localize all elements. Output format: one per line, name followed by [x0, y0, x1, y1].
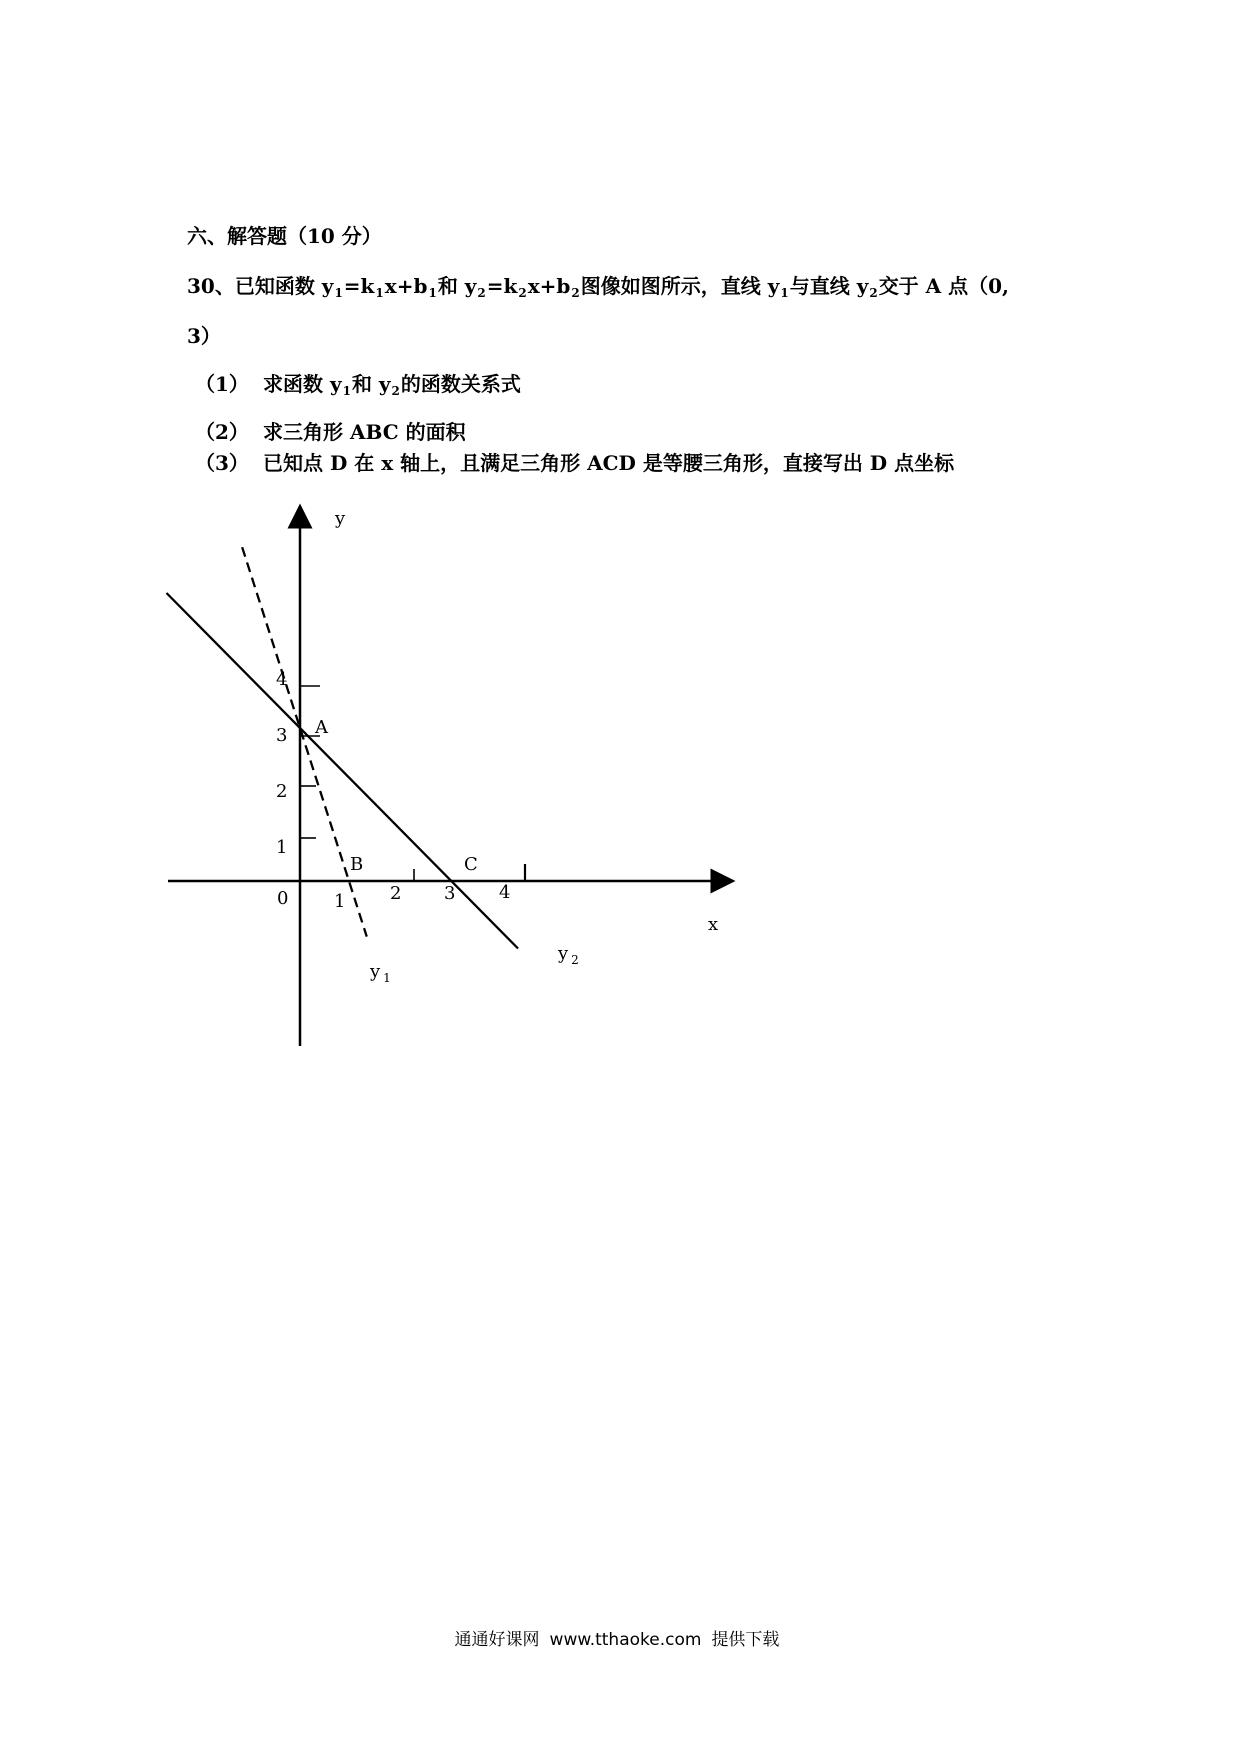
point-label-a: A [315, 717, 328, 738]
y-tick-label-2: 2 [276, 781, 288, 802]
x-axis-label: x [708, 914, 719, 935]
problem-statement-continued: 3） [187, 324, 221, 348]
y-axis-label: y [335, 508, 346, 529]
footer-site: 通通好课网 [454, 1630, 540, 1650]
x-tick-label-3: 3 [444, 883, 456, 904]
question-1: （1） 求函数 $y_1$和 $y_2$的函数关系式 [195, 372, 521, 398]
point-label-b: B [350, 854, 364, 875]
x-tick-label-1: 1 [334, 891, 346, 912]
section-title: 六、解答题（10 分） [187, 224, 382, 248]
x-tick-label-4: 4 [499, 882, 511, 903]
origin-label: 0 [277, 888, 289, 909]
footer-url[interactable]: www.tthaoke.com [549, 1630, 702, 1650]
question-2: （2） 求三角形 ABC 的面积 [195, 420, 466, 444]
question-3: （3） 已知点 D 在 x 轴上，且满足三角形 ACD 是等腰三角形，直接写出 D 点坐标 [195, 451, 955, 475]
y-tick-label-3: 3 [276, 725, 288, 746]
point-label-c: C [464, 854, 478, 875]
y-tick-label-4: 4 [276, 669, 288, 690]
x-tick-label-2: 2 [390, 883, 402, 904]
line-y1 [242, 547, 367, 936]
footer-action: 提供下载 [711, 1630, 780, 1650]
problem-statement: 30、已知函数 $y_1=k_1x+b_1$和 $y_2=k_2x+b_2$图像如图所示，直线 $y_1$与直线 $y_2$交于 A 点（0, [187, 274, 1010, 300]
y-tick-label-1: 1 [276, 837, 288, 858]
line-label-y2: y $_2$ [558, 943, 579, 967]
line-label-y1: y $_1$ [370, 961, 391, 985]
footer [0, 1625, 1234, 1650]
